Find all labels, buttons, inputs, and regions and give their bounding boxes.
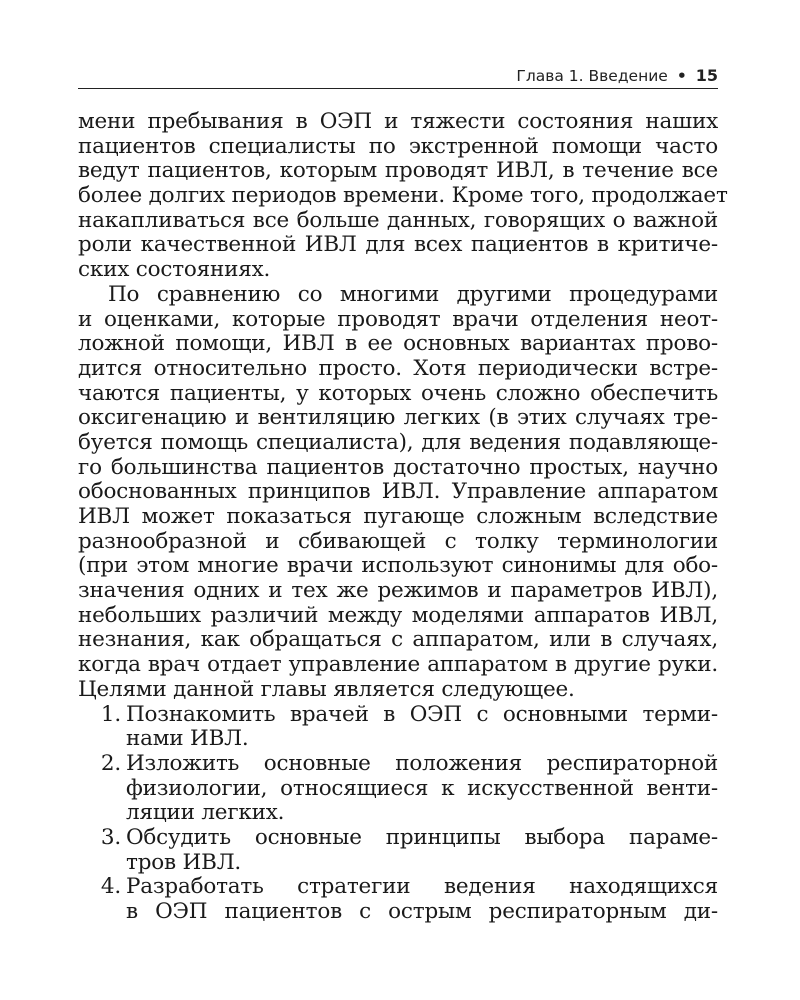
list-number: 2. xyxy=(100,750,121,776)
text-line: нами ИВЛ. xyxy=(126,726,249,752)
text-line: оксигенацию и вентиляцию легких (в этих случаях тре- xyxy=(78,405,718,431)
text-line: буется помощь специалиста), для ведения подавляюще- xyxy=(78,429,718,455)
text-line: Познакомить врачей в ОЭП с основными терми- xyxy=(126,701,718,727)
list-item xyxy=(78,826,718,875)
text-line: незнания, как обращаться с аппаратом, или в случаях, xyxy=(78,627,718,653)
text-line: мени пребывания в ОЭП и тяжести состояния наших xyxy=(78,109,718,134)
goals-list xyxy=(78,703,718,925)
text-line: пациентов специалисты по экстренной помощи часто xyxy=(78,133,718,159)
chapter-title: Глава 1. Введение xyxy=(516,67,668,85)
header-rule xyxy=(78,88,718,89)
text-line: более долгих периодов времени. Кроме того, продолжает xyxy=(78,183,728,209)
text-line: и оценками, которые проводят врачи отделения неот- xyxy=(78,306,718,332)
list-number: 3. xyxy=(100,824,121,850)
text-line: разнообразной и сбивающей с толку терминологии xyxy=(78,528,718,554)
list-item xyxy=(78,875,718,924)
text-line: ведут пациентов, которым проводят ИВЛ, в течение все xyxy=(78,158,718,184)
text-line: физиологии, относящиеся к искусственной венти- xyxy=(126,775,718,801)
text-line: накапливаться все больше данных, говорящих о важной xyxy=(78,207,718,233)
text-line: ложной помощи, ИВЛ в ее основных вариантах прово- xyxy=(78,331,718,357)
text-line: Изложить основные положения респираторной xyxy=(126,750,718,776)
text-line: значения одних и тех же режимов и параметров ИВЛ), xyxy=(78,578,718,604)
text-line: ских состояниях. xyxy=(78,257,271,283)
text-line: По сравнению со многими другими процедурами xyxy=(108,281,718,307)
paragraph-2 xyxy=(78,283,718,703)
list-number: 1. xyxy=(100,701,121,727)
list-item xyxy=(78,752,718,826)
text-line: ИВЛ может показаться пугающе сложным вследствие xyxy=(78,504,718,529)
list-item xyxy=(78,703,718,752)
body-text xyxy=(78,109,728,925)
text-line: го большинства пациентов достаточно простых, научно xyxy=(78,454,718,480)
page-number: 15 xyxy=(695,66,718,85)
text-line: небольших различий между моделями аппаратов ИВЛ, xyxy=(78,602,718,628)
text-line: Обсудить основные принципы выбора параме- xyxy=(126,824,718,850)
text-line: тров ИВЛ. xyxy=(126,849,242,875)
text-line: Разработать стратегии ведения находящихся xyxy=(126,874,718,900)
text-line: когда врач отдает управление аппаратом в другие руки. xyxy=(78,652,718,678)
text-line: (при этом многие врачи используют синонимы для обо- xyxy=(78,553,718,579)
text-line: в ОЭП пациентов с острым респираторным ди- xyxy=(126,899,718,925)
text-line: обоснованных принципов ИВЛ. Управление аппаратом xyxy=(78,479,718,505)
paragraph-1 xyxy=(78,109,728,283)
text-line: ляции легких. xyxy=(126,800,285,826)
text-line: чаются пациенты, у которых очень сложно обеспечить xyxy=(78,380,718,406)
text-line: Целями данной главы является следующее. xyxy=(78,676,575,702)
text-line: дится относительно просто. Хотя периодически встре- xyxy=(78,355,718,381)
text-line: роли качественной ИВЛ для всех пациентов в критиче- xyxy=(78,232,718,258)
header-separator: • xyxy=(676,67,687,85)
list-number: 4. xyxy=(100,874,121,900)
running-head xyxy=(78,66,718,88)
